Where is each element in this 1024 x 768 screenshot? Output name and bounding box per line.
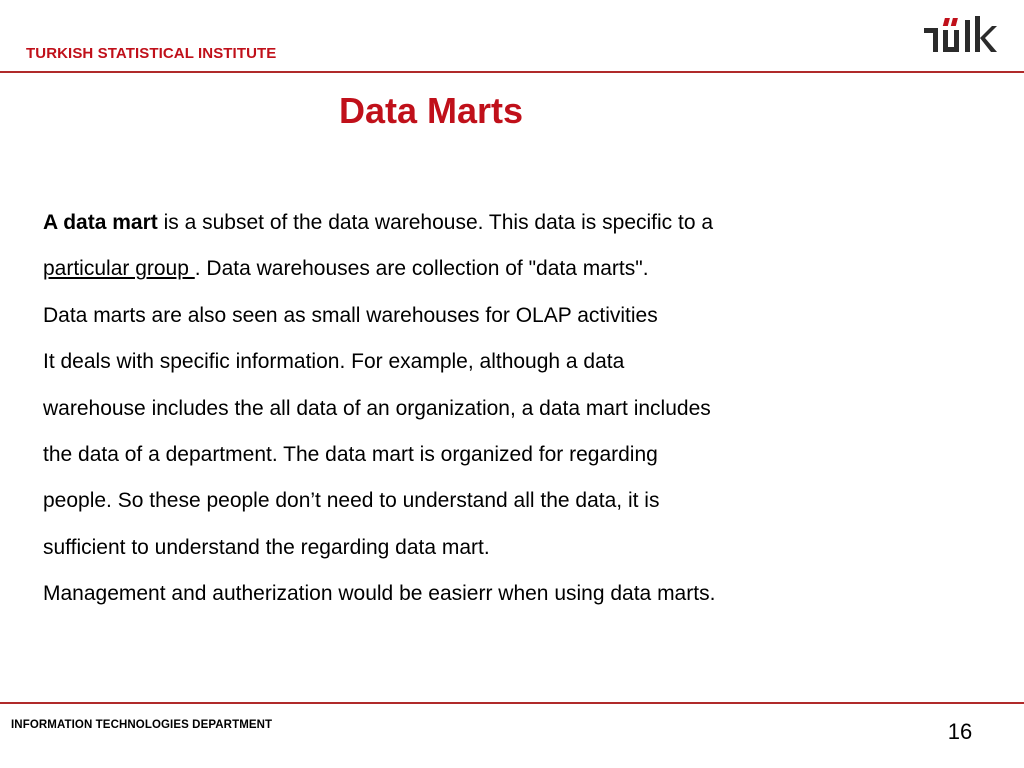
text-line: people. So these people don’t need to understand all the data, it is	[43, 489, 660, 513]
term-data-mart: A data mart	[43, 211, 158, 234]
text-line: warehouse includes the all data of an organization, a data mart includes	[43, 396, 711, 420]
text-line: sufficient to understand the regarding data mart.	[43, 535, 490, 559]
paragraph-olap: Data marts are also seen as small warehouses for OLAP activities	[43, 303, 658, 327]
paragraph-specific-info	[43, 339, 903, 571]
paragraph-management: Management and autherization would be easierr when using data marts.	[43, 582, 716, 606]
department-name: INFORMATION TECHNOLOGIES DEPARTMENT	[11, 719, 273, 731]
text-line: the data of a department. The data mart is organized for regarding	[43, 443, 658, 467]
tuik-logo	[924, 14, 998, 54]
definition-continuation: . Data warehouses are collection of "data marts".	[194, 257, 649, 281]
paragraph-definition	[43, 200, 903, 293]
slide-body	[43, 200, 903, 618]
header-divider	[0, 71, 1024, 73]
footer-divider	[0, 702, 1024, 704]
slide-title: Data Marts	[338, 90, 524, 131]
definition-text: is a subset of the data warehouse. This data is specific to a	[157, 211, 714, 234]
page-number: 16	[947, 719, 973, 744]
text-line: It deals with specific information. For example, although a data	[43, 350, 625, 374]
organization-name: TURKISH STATISTICAL INSTITUTE	[26, 45, 277, 62]
particular-group-link[interactable]: particular group	[43, 257, 195, 281]
